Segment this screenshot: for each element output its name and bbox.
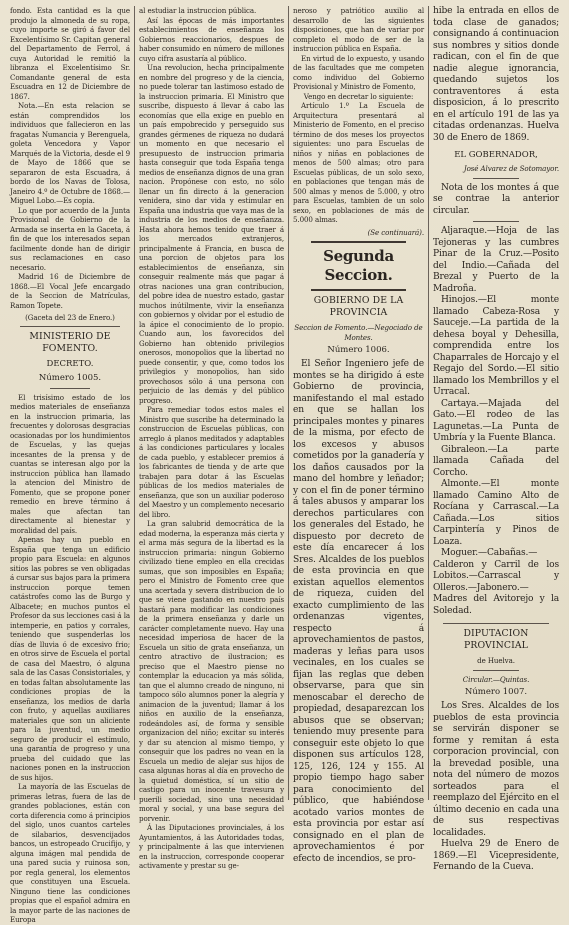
circular-number: Número 1007. (464, 687, 528, 697)
paragraph: El trisísimo estado de los medios materiales de enseñanza en la instruccion primaria, las frecuentes y dolorosas desgracias ocasionadas por los hundimientos de Escuelas, y las quejas incesantes de la prensa y de cuantas se interesan algo por la instruccion pública han llamado la atencion del Ministro de Fomento, que se propone poner remedio en breve término á males que afectan tan directamente al bienestar y moralidad del país. (10, 392, 130, 535)
paragraph: Madrid 16 de Diciembre de 1868.—El Vocal Jefe encargado de la Seccion de Matrículas, Ramon Topete. (10, 272, 130, 310)
list-item: Almonte.—El monte llamado Camino Alto de Rocíana y Carrascal.—La Cañada.—Los sitios Carpintería y Pinos de Loaza. (433, 479, 559, 547)
column-4 (428, 6, 563, 872)
column-layout (6, 6, 563, 924)
paragraph: En virtud de lo expuesto, y usando de las facultades que me competen como individuo del Gobierno Provisional y Ministro de Fomento, (293, 53, 424, 91)
paragraph: hibe la entrada en ellos de toda clase de ganados; consignando á continuacion sus nombres y sitios donde radican, con el fin de que nadie alegue ignorancia, quedando sujetos los contraventores á esta disposicion, á lo prescrito en el artículo 191 de las ya citadas ordenanzas. Huelva 30 de Enero de 1869. (433, 6, 559, 143)
continuation-note: (Se continuará). (367, 227, 424, 237)
list-item: Gibraleon.—La parte llamada Cañada del Corcho. (433, 444, 559, 478)
list-item: Moguer.—Cabañas.—Calderon y Carril de los Lobitos.—Carrascal y Olleros.—Jabonero.—Madres del Avitorejo y la Soledad. (433, 548, 559, 616)
decree-number: Número 1006. (327, 345, 390, 355)
paragraph: Huelva 29 de Enero de 1869.—El Vicepresidente, Fernando de la Cueva. (433, 839, 559, 872)
paragraph: Vengo en decretar lo siguiente: (303, 91, 414, 101)
paragraph: al estudiar la instruccion pública. (139, 6, 257, 15)
divider (311, 241, 406, 243)
paragraph: El Señor Ingeniero jefe de montes se ha dirigido á este Gobierno de provincia, manifestando el mal estado en que se hallan los principales montes y pinares de la misma, por efecto de los excesos y abusos cometidos por la ganadería y los daños causados por la mano del hombre y leñador; y con el fin de poner término á tales abusos y amparar los derechos particulares con los generales del Estado, he dispuesto por decreto de este día encarecer á los Sres. Alcaldes de los pueblos de esta provincia en que existan aquellos elementos de riqueza, cuiden del exacto cumplimiento de las ordenanzas vigentes, respecto á aprovechamientos de pastos, maderas y leñas para usos vecinales, en los cuales se fijan las reglas que deben observarse, para que sin menoscabar el derecho de propiedad, desaparezcan los abusos que se observan; teniendo muy presente para conseguir este objeto lo que disponen sus artículos 128, 125, 126, 124 y 155. Al propio tiempo hago saber para conocimiento del público, que habiéndose acotado varios montes de esta provincia por estar así consignado en el plan de aprovechamientos é por efecto de incendios, se pro- (293, 359, 424, 864)
note-heading: Nota de los montes á que se contrae la anterior circular. (433, 182, 559, 216)
paragraph: Apenas hay un pueblo en España que tenga un edificio propio para Escuela: en algunos sitios las pobres se ven obligadas á cursar sus bajos para la primera instruccion porque temen catástrofes como las de Burgo y Albacete; en muchos puntos el Profesor da sus lecciones casi á la intemperie, en patios y corrales, teniendo que suspenderlas los días de lluvia ó de excesivo frio; en otros sirve de Escuela el portal de casa del Maestro, ó alguna sala de las Casas Consistoriales, y en todas faltan absolutamente las condiciones propias de la enseñanza, los medios de darla con fruto, y aquellas auxiliares materiales que son un aliciente para la juventud, un medio seguro de producir el estímulo, una garantía de progreso y una prueba del cuidado que las naciones ponen en la instruccion de sus hijos. (10, 535, 130, 782)
signature-name: José Alvarez de Sotomayor. (463, 164, 559, 173)
decree-number: Número 1005. (38, 372, 102, 383)
signature-title: EL GOBERNADOR, (454, 150, 538, 160)
column-2 (134, 6, 288, 870)
source-note: (Gaceta del 23 de Enero.) (25, 313, 115, 322)
paragraph: neroso y patriótico auxilio al desarrollo de las siguientes disposiciones, que han de variar por completo el modo de ser de la instruccion pública en España. (293, 6, 424, 53)
list-item: Aljaraque.—Hoja de las Tejoneras y las cumbres Pinar de la Cruz.—Posito del Indio.—Cañada del Brezal y Puerto de la Madroña. (433, 226, 559, 294)
paragraph: fondo. Esta cantidad es la que produjo la almoneda de su ropa, cuyo importe se giró á favor del Excelentísimo Sr. Capitan general del Departamento de Ferrol, á cuya Autoridad le remitió la libranza el Excelentísimo Sr. Comandante general de esta Escuadra en 12 de Diciembre de 1867. (10, 6, 130, 101)
subheading: de Huelva. (477, 656, 515, 665)
paragraph: Así las épocas de más importantes establecimientos de enseñanza los Gobiernos reaccionarios, despues de haber consumido en número de millones cuyo cifra asustaría al público. (139, 15, 284, 63)
divider (50, 388, 90, 389)
divider (473, 670, 519, 671)
list-item: Hinojos.—El monte llamado Cabeza-Rosa y Sauceje.—La partida de la dehesa boyal y Dehesilla, comprendida entre los Chaparrales de Horcajo y el Regajo del Sordo.—El sitio llamado los Membrillos y el Urracal. (433, 295, 559, 397)
section-heading: Segunda Seccion. (323, 247, 394, 284)
paragraph: Los Sres. Alcaldes de los pueblos de esta provincia se servirán disponer se forme y remitan á esta corporacion provincial, con la brevedad posible, una nota del número de mozos sorteados para el reemplazo del Ejército en el último decenio en cada una de sus respectivas localidades. (433, 701, 559, 838)
paragraph: La mayoría de las Escuelas de primeras letras, fuera de las de grandes poblaciones, están con corta diferencia como á principios del siglo, unos cuantos carteles de silabarios, desvencijados bancos, un estropeado Crucifijo, y alguna imágen mal pendida de una pared sucia y ruinosa son, por regla general, los elementos que constituyen una Escuela. Ninguno tiene las condiciones propias que el español admira en la mayor parte de las naciones de Europa (10, 782, 130, 924)
paragraph: Para remediar todos estos males el Ministro que suscribe ha determinado la construccion de Escuelas públicas, con arreglo á planos meditados y adaptables á las condiciones particulares y locales de cada pueblo, y establecer premios á los fabricantes de tienda y de arte que trabajen para dotar á las Escuelas públicas de los medios materiales de enseñanza, que son un auxiliar poderoso del Maestro y un complemento necesario del libro. (139, 405, 284, 519)
column-1 (6, 6, 134, 924)
subheading: Seccion de Fomento.—Negociado de Montes. (294, 323, 423, 342)
paragraph: La gran salubrid democrática de la edad moderna, la esperanza más cierta y el arma más segura de la libertad es la instruccion primaria: ningun Gobierno civilizado tiene empleo en ella crecidas sumas, que son imposibles en España; pero el Ministro de Fomento cree que una acertada y severa distribucion de lo que se viene gastando en nuestro país bastará para modificar las condiciones de la primera enseñanza y darle un carácter completamente nuevo. Hay una necesidad imperiosa de hacer de la Escuela un sitio de grata enseñanza, un centro atractivo de ilustracion; es preciso que el Maestro piense no contemplar la educacion ya más sólida, tan que el alumno creado de ninguno, ni tampoco sólo alumnos poner la alegría y animacion de la juventud; llamar á los niños en auxilio de la enseñanza, rodeándoles así, de forma y sensible organizacion del niño; excitar su interés y dar su atencion al mismo tiempo, y conseguir que los padres no vean en la Escuela un medio de alejar sus hijos de casa algunas horas al día en provecho de la quietud doméstica, sí un sitio de castigo para un inocente travesura y puerili sociedad, sino una necesidad moral y social, y una base segura del porvenir. (139, 519, 284, 823)
divider (473, 178, 519, 179)
section-heading: MINISTERIO DE FOMENTO. (29, 330, 111, 354)
government-heading: GOBIERNO DE LA PROVINCIA (313, 295, 404, 318)
section-heading: DIPUTACION PROVINCIAL (463, 628, 529, 651)
decree-heading: DECRETO. (46, 358, 94, 369)
divider (311, 289, 406, 291)
column-3 (288, 6, 428, 864)
list-item: Cartaya.—Majada del Gato.—El rodeo de las Lagunetas.—La Punta de Umbría y la Fuente Blanca. (433, 398, 559, 443)
paragraph: Una revolucion, hecha principalmente en nombre del progreso y de la ciencia, no puede tolerar tan lastimoso estado de la instruccion primaria. El Ministro que suscribe, dispuesto á llevar á cabo las economías que ella exige en pueblo en un país empobrecido y perseguido sus grandes gérmenes de riqueza no dudará un momento en que necesario el presupuesto de instruccion primaria hasta conseguir que toda España tenga medios de enseñanza dignos de una gran nacion. Propónese con esto, no sólo llenar un fin directo á la generacion venidera, sino dar vida y estimular en España una industria que vaya mas de la industria de los medios de enseñanza. Hasta ahora hemos tenido que traer á los mercados extranjeros, principalmente á Francia, en busca de una porcion de objetos para los establecimientos de enseñanza, sin conseguir realmente más que pagar á otras naciones una gran contribucion, del pobre idea de nuestro estado, gastar muchos inútilmente, vivir la enseñanza con gobiernos y olvidar por el estudio de la ápice el conocimiento de lo propio. Cuando aun, los favorecidos del Gobierno han obtenido privilegios onerosos, monopolios que la libertad no puede consentir, y que, como todos los privilegios y monopolios, han sido provechosos sólo á una persona con perjuicio de las demás y del público progreso. (139, 63, 284, 405)
divider (473, 221, 519, 222)
paragraph: Artículo 1.º La Escuela de Arquitectura presentará al Ministerio de Fomento, en el preciso término de dos meses los proyectos siguientes: uno para Escuelas de niños y niñas en poblaciones de menos de 500 almas; otro para Escuelas públicas, de un solo sexo, en poblaciones que tengan más de 500 almas y menos de 5.000, y otro para Escuelas, tambien de un solo sexo, en poblaciones de más de 5.000 almas. (293, 101, 424, 224)
divider (443, 623, 549, 624)
divider (20, 326, 120, 327)
paragraph: Á las Diputaciones provinciales, á los Ayuntamientos, á las Autoridades todas, y principalmente á las que intervienen en la instruccion, corresponde cooperar activamente y prestar su ge- (139, 823, 284, 870)
paragraph: Nota.—En esta relacion se están comprendidos los individuos que fallecieron en las fragatas Numancia y Berenguela, goleta Vencedora y Vapor Marqués de la Victoria, desde el 9 de Mayo de 1866 que se separaron de esta Escuadra, á bordo de los Navas de Tolosa, Janeiro 4.º de Octubre de 1868.—Miguel Lobo.—Es copia. (10, 101, 130, 205)
circular-heading: Circular.—Quintas. (462, 674, 530, 684)
paragraph: Lo que por acuerdo de la Junta Provisional de Gobierno de la Armada se inserta en la Gaceta, á fin de que los interesados sepan facilmente donde han de dirigir sus reclamaciones en caso necesario. (10, 205, 130, 272)
